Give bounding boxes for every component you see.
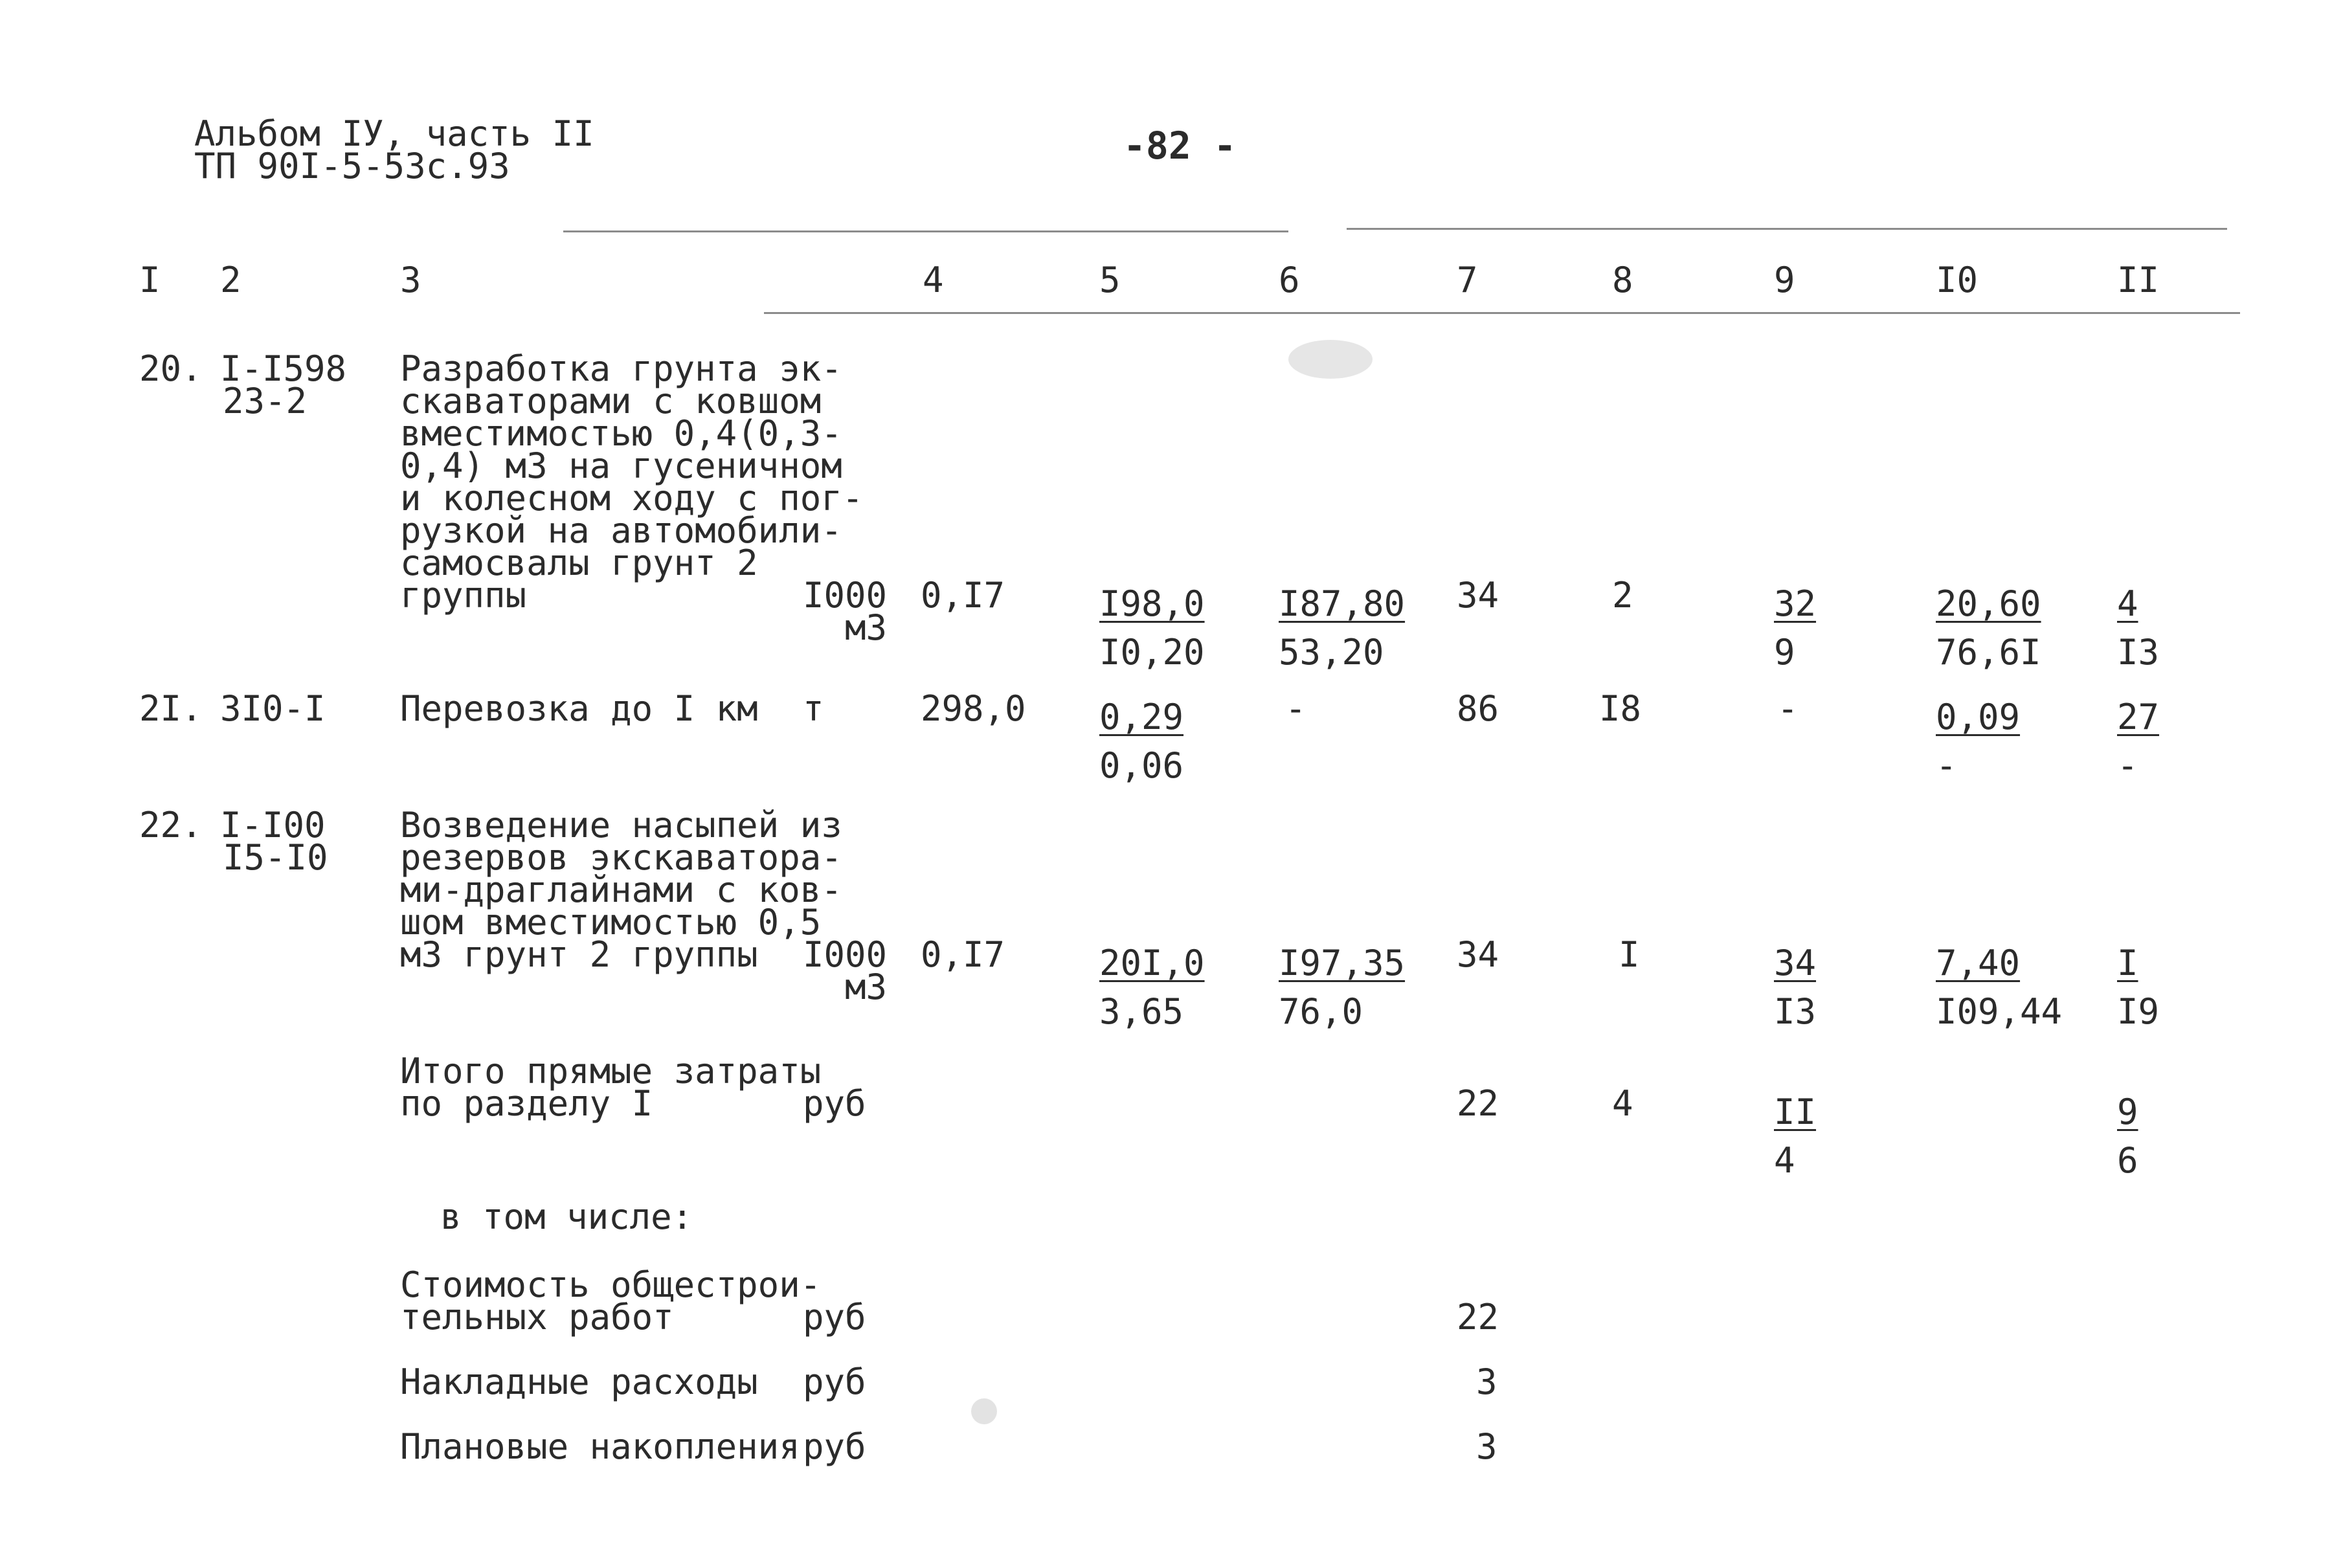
row-col5 [1099,693,1183,790]
description-line: самосвалы грунт 2 [400,543,758,583]
row-unit: т [803,688,824,729]
description-line: Возведение насыпей из [400,805,842,846]
label-line: Стоимость общестрои- [400,1264,822,1305]
header-rule-right [1347,228,2227,230]
code-line: I-I00 [220,805,326,846]
code-line: 23-2 [223,381,308,421]
row-number: 20. [139,348,203,389]
row-col8: I [1619,934,1640,975]
row-col5 [1099,939,1205,1036]
description-line: резервов экскаватора- [400,837,842,878]
row-code [220,348,347,421]
row-col6 [1279,939,1405,1036]
totals-direct-col11 [2117,1088,2138,1185]
totals-general-col7: 22 [1457,1297,1499,1338]
description-line: ми-драглайнами с ков- [400,869,842,910]
col10-top: 0,09 [1936,697,2021,737]
project-code: ТП 90I-5-53с.93 [194,146,510,186]
unit-line: I000 [803,575,888,616]
row-code [220,805,328,878]
col11-top: 9 [2117,1092,2138,1132]
column-header-rule [764,312,2240,314]
row-col5 [1099,579,1205,677]
code-line: I-I598 [220,348,347,389]
row-col6 [1279,579,1405,677]
col11-bottom: - [2117,745,2138,786]
row-col9 [1774,939,1816,1036]
row-unit [803,575,888,648]
unit-line: м3 [844,967,887,1007]
column-number-6: 6 [1279,260,1300,300]
row-col7: 34 [1457,934,1499,975]
description-line: 0,4) м3 на гусеничном [400,445,842,486]
totals-planned-unit: руб [803,1426,866,1467]
row-col8: 2 [1612,575,1633,616]
row-col8: I8 [1599,688,1642,729]
col11-top: 27 [2117,697,2160,737]
row-col10 [1936,693,2020,790]
page-number: -82 - [1123,124,1237,168]
col11-bottom: I3 [2117,632,2160,673]
col10-bottom: I09,44 [1936,991,2063,1032]
col10-top: 20,60 [1936,583,2041,624]
col6-bottom: 76,0 [1279,991,1363,1032]
col11-bottom: 6 [2117,1140,2138,1181]
totals-direct-col9 [1774,1088,1816,1185]
code-line: I5-I0 [223,837,328,878]
column-number-3: 3 [400,260,421,300]
description-line: и колесном ходу с пог- [400,478,864,519]
totals-overhead-unit: руб [803,1361,866,1402]
col10-bottom: - [1936,745,1957,786]
column-number-1: I [139,260,161,300]
column-number-2: 2 [220,260,241,300]
col9-bottom: 9 [1774,632,1795,673]
description-line: м3 грунт 2 группы [400,934,758,975]
totals-general-label [400,1264,822,1338]
row-quantity: 0,I7 [921,575,1005,616]
col9-top: 34 [1774,943,1817,983]
scan-artifact [971,1398,997,1424]
row-quantity: 0,I7 [921,934,1005,975]
col6-top: I87,80 [1279,583,1406,624]
row-col9 [1774,579,1816,677]
description-line: скаваторами с ковшом [400,381,822,421]
row-description [400,348,864,616]
label-line: по разделу I [400,1083,653,1124]
column-number-8: 8 [1612,260,1633,300]
column-number-4: 4 [923,260,944,300]
col6-top: I97,35 [1279,943,1406,983]
col10-top: 7,40 [1936,943,2021,983]
header-rule-left [563,230,1288,232]
col6-bottom: 53,20 [1279,632,1384,673]
totals-direct-unit: руб [803,1083,866,1124]
row-col6: - [1285,688,1306,729]
column-number-11: II [2117,260,2160,300]
row-description [400,805,842,975]
label-line: тельных работ [400,1297,674,1338]
row-col11 [2117,939,2159,1036]
totals-overhead-col7: 3 [1476,1361,1497,1402]
column-number-10: I0 [1936,260,1979,300]
totals-general-unit: руб [803,1297,866,1338]
col9-bottom: 4 [1774,1140,1795,1181]
totals-overhead-label: Накладные расходы [400,1361,758,1402]
unit-line: I000 [803,934,888,975]
totals-direct-label [400,1051,822,1124]
column-number-5: 5 [1099,260,1121,300]
including-label: в том числе: [440,1196,693,1237]
row-col11 [2117,579,2159,677]
label-line: Итого прямые затраты [400,1051,822,1092]
description-line: вместимостью 0,4(0,3- [400,413,842,454]
row-number: 2I. [139,688,203,729]
col5-top: I98,0 [1099,583,1205,624]
unit-line: м3 [844,607,887,648]
row-col11 [2117,693,2159,790]
column-number-7: 7 [1457,260,1478,300]
row-description: Перевозка до I км [400,688,758,729]
row-col7: 34 [1457,575,1499,616]
totals-direct-col8: 4 [1612,1083,1633,1124]
col9-top: 32 [1774,583,1817,624]
col5-top: 20I,0 [1099,943,1205,983]
totals-planned-col7: 3 [1476,1426,1497,1467]
row-col10 [1936,939,2062,1036]
row-col7: 86 [1457,688,1499,729]
description-line: рузкой на автомобили- [400,510,842,551]
col11-top: 4 [2117,583,2138,624]
totals-direct-col7: 22 [1457,1083,1499,1124]
description-line: Разработка грунта эк- [400,348,842,389]
row-code: 3I0-I [220,688,326,729]
row-quantity: 298,0 [921,688,1026,729]
description-line: группы [400,575,527,616]
col5-bottom: 0,06 [1099,745,1184,786]
col10-bottom: 76,6I [1936,632,2041,673]
scan-artifact [1288,340,1373,379]
col5-bottom: I0,20 [1099,632,1205,673]
row-col9: - [1777,688,1799,729]
album-title: Альбом IУ, часть II [194,113,594,154]
col9-top: II [1774,1092,1817,1132]
row-number: 22. [139,805,203,846]
row-col10 [1936,579,2041,677]
column-number-9: 9 [1774,260,1795,300]
row-unit [803,934,888,1007]
totals-planned-label: Плановые накопления [400,1426,800,1467]
album-header [194,113,594,186]
description-line: шом вместимостью 0,5 [400,902,822,943]
col11-bottom: I9 [2117,991,2160,1032]
col5-bottom: 3,65 [1099,991,1184,1032]
col11-top: I [2117,943,2138,983]
col5-top: 0,29 [1099,697,1184,737]
col9-bottom: I3 [1774,991,1817,1032]
